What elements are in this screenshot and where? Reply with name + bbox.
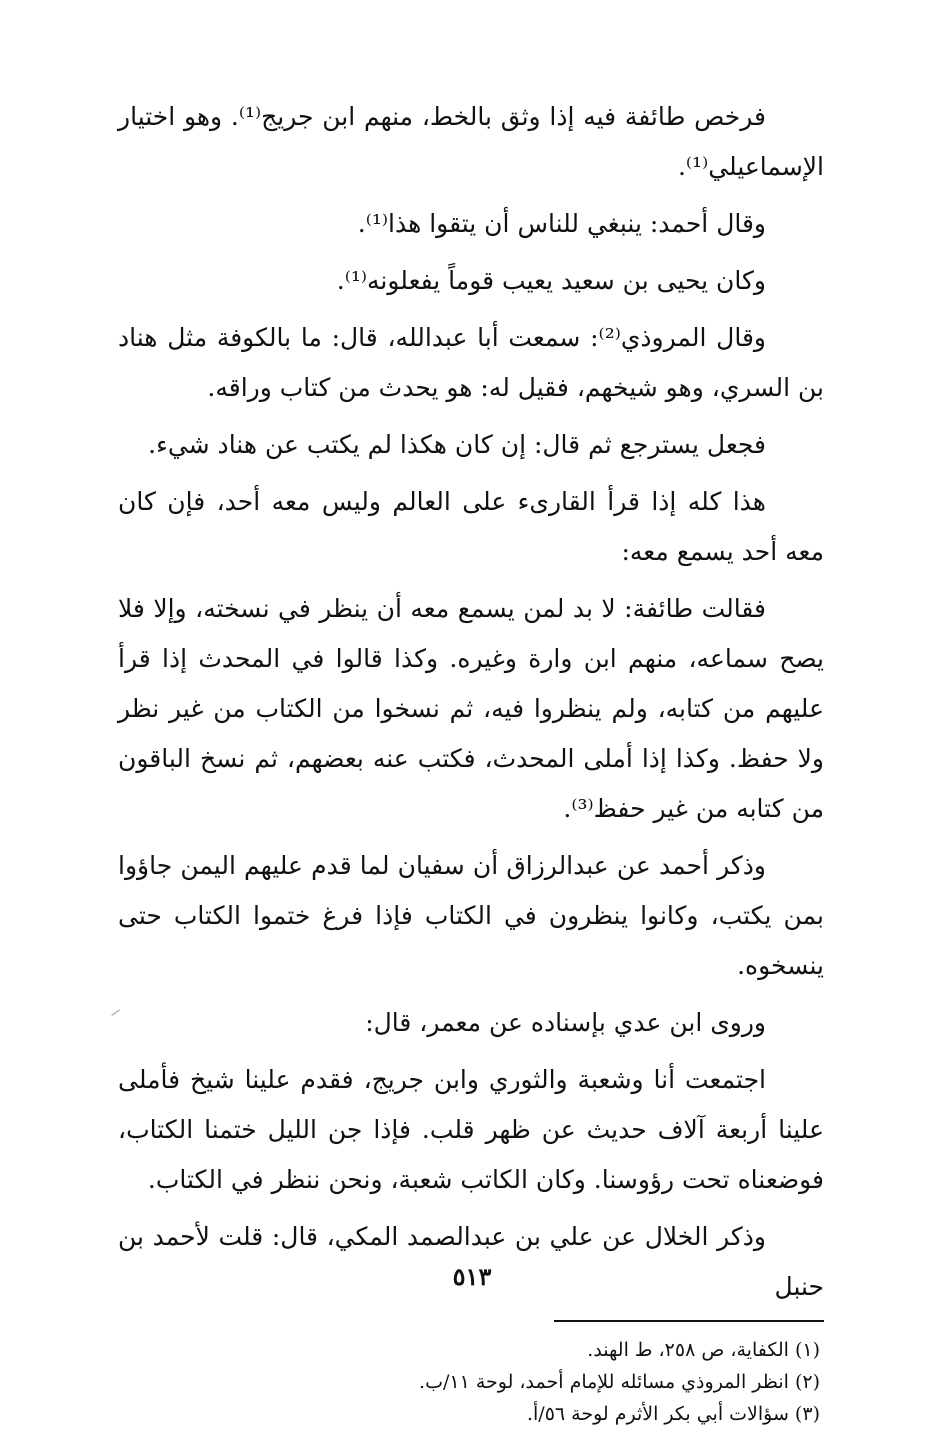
paragraph-3: وكان يحيى بن سعيد يعيب قوماً يفعلونه⁽¹⁾. xyxy=(336,266,766,295)
paragraph-5: فجعل يسترجع ثم قال: إن كان هكذا لم يكتب عن هناد شيء. xyxy=(148,430,766,459)
paragraph-1: فرخص طائفة فيه إذا وثق بالخط، منهم ابن جريج⁽¹⁾. وهو اختيار الإسماعيلي⁽¹⁾. xyxy=(118,102,824,181)
paragraph-2: وقال أحمد: ينبغي للناس أن يتقوا هذا⁽¹⁾. xyxy=(357,209,766,238)
footnote-1: (١) الكفاية، ص ٢٥٨، ط الهند. xyxy=(587,1339,820,1361)
page-number: ٥١٣ xyxy=(452,1262,492,1291)
paragraph-10: اجتمعت أنا وشعبة والثوري وابن جريج، فقدم علينا شيخ فأملى علينا أربعة آلاف حديث عن ظهر قلب. فإذا جن الليل ختمنا الكتاب، فوضعناه تحت رؤوسنا. وكان الكاتب شعبة، ونحن ننظر في الكتاب. xyxy=(118,1065,824,1194)
footnote-3: (٣) سؤالات أبي بكر الأثرم لوحة ٥٦/أ. xyxy=(526,1403,820,1425)
paragraph-8: وذكر أحمد عن عبدالرزاق أن سفيان لما قدم عليهم اليمن جاؤوا بمن يكتب، وكانوا ينظرون في الكتاب فإذا فرغ ختموا الكتاب حتى ينسخوه. xyxy=(118,851,824,980)
paragraph-6: هذا كله إذا قرأ القارىء على العالم وليس معه أحد، فإن كان معه أحد يسمع معه: xyxy=(118,487,824,566)
footnotes xyxy=(118,1334,824,1430)
footnote-divider xyxy=(554,1320,824,1322)
paragraph-4: وقال المروذي⁽²⁾: سمعت أبا عبدالله، قال: ما بالكوفة مثل هناد بن السري، وهو شيخهم، فقيل له: هو يحدث من كتاب وراقه. xyxy=(118,323,824,402)
page-body xyxy=(118,92,824,1430)
footnote-2: (٢) انظر المروذي مسائله للإمام أحمد، لوحة ١١/ب. xyxy=(419,1371,820,1393)
paragraph-7: فقالت طائفة: لا بد لمن يسمع معه أن ينظر في نسخته، وإلا فلا يصح سماعه، منهم ابن وارة وغيره. وكذا قالوا في المحدث إذا قرأ عليهم من كتابه، ولم ينظروا فيه، ثم نسخوا من الكتاب من غير نظر ولا حفظ. وكذا إذا أملى المحدث، فكتب عنه بعضهم، ثم نسخ الباقون من كتابه من غير حفظ⁽³⁾. xyxy=(118,594,824,823)
paragraph-9: وروى ابن عدي بإسناده عن معمر، قال: xyxy=(365,1008,766,1037)
paragraph-11: وذكر الخلال عن علي بن عبدالصمد المكي، قال: قلت لأحمد بن حنبل xyxy=(118,1222,824,1301)
